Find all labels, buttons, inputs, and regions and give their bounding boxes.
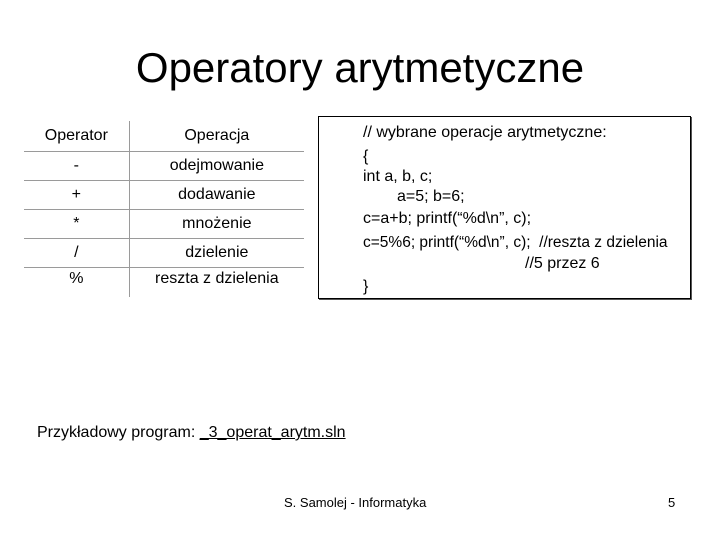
header-operator: Operator <box>24 121 129 152</box>
footer-author: S. Samolej - Informatyka <box>284 495 427 510</box>
page-number: 5 <box>668 495 676 510</box>
header-operation: Operacja <box>129 121 304 152</box>
table-row <box>24 210 304 239</box>
table-row <box>24 268 304 297</box>
code-open-brace: { <box>363 148 369 165</box>
example-program-label: Przykładowy program: <box>37 424 200 441</box>
table-row <box>24 239 304 268</box>
code-assignment-line: a=5; b=6; <box>397 188 465 205</box>
operator-cell: % <box>24 268 129 297</box>
example-program <box>37 423 346 443</box>
table-row <box>24 152 304 181</box>
code-close-brace: } <box>363 278 369 295</box>
operation-cell: reszta z dzielenia <box>129 268 304 297</box>
table-header-row <box>24 121 304 152</box>
operator-cell: + <box>24 181 129 210</box>
operators-table <box>24 121 304 297</box>
code-sum-line: c=a+b; printf(“%d\n”, c); <box>363 210 532 227</box>
example-program-link[interactable]: _3_operat_arytm.sln <box>199 424 346 441</box>
slide-title: Operatory arytmetyczne <box>135 44 585 91</box>
code-modulo-line: c=5%6; printf(“%d\n”, c); //reszta z dzielenia <box>363 234 668 251</box>
operator-cell: / <box>24 239 129 268</box>
code-comment-continuation: //5 przez 6 <box>525 255 600 272</box>
code-box <box>318 116 691 299</box>
operation-cell: odejmowanie <box>169 157 264 175</box>
operation-cell: dzielenie <box>129 239 304 268</box>
operation-cell: mnożenie <box>129 210 304 239</box>
code-declaration-line: int a, b, c; <box>363 168 433 185</box>
operation-cell: dodawanie <box>129 181 304 210</box>
operator-cell: * <box>24 210 129 239</box>
table-row <box>24 181 304 210</box>
operator-cell: - <box>24 152 129 181</box>
code-comment-line: // wybrane operacje arytmetyczne: <box>363 124 607 141</box>
